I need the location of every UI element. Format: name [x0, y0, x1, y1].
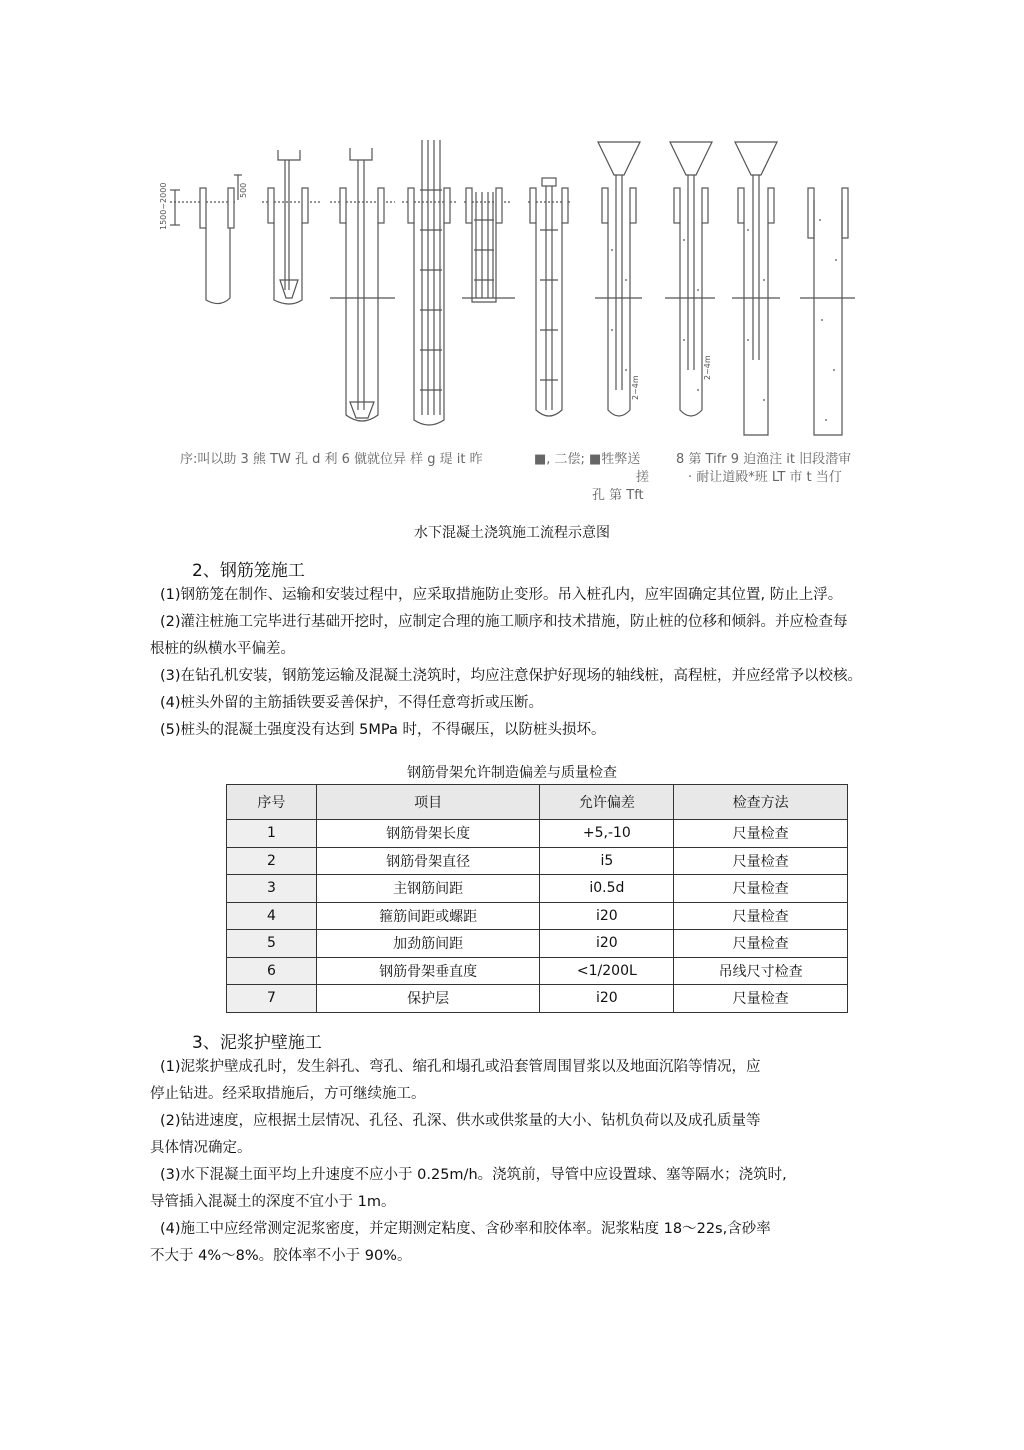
- section-3-body: [150, 1054, 930, 1270]
- cell-method: 尺量检查: [674, 902, 848, 930]
- header-item: 项目: [316, 785, 540, 820]
- figure-caption-row1-left: 序:叫以助 3 熊 TW 孔 d 利 6 僦就位异 样 g 瑅 it 昨: [180, 452, 483, 467]
- cell-index: 5: [227, 930, 317, 958]
- table-row: [227, 902, 848, 930]
- section-3-heading: 3、泥浆护壁施工: [192, 1033, 322, 1053]
- cell-method: 尺量检查: [674, 820, 848, 848]
- section-3-item-2: (2)钻进速度，应根据土层情况、孔径、孔深、供水或供浆量的大小、钻机负荷以及成孔质量等: [160, 1113, 761, 1129]
- cell-index: 1: [227, 820, 317, 848]
- section-2-body: [150, 582, 930, 744]
- process-diagram: [150, 130, 880, 450]
- dim-label-2-4m-a: 2~4m: [631, 375, 640, 400]
- cell-index: 6: [227, 957, 317, 985]
- cell-tolerance: +5,-10: [540, 820, 674, 848]
- cell-method: 尺量检查: [674, 847, 848, 875]
- dim-label-500: 500: [239, 182, 248, 198]
- cell-item: 钢筋骨架垂直度: [316, 957, 540, 985]
- section-3-item-1: (1)泥浆护壁成孔时，发生斜孔、弯孔、缩孔和塌孔或沿套管周围冒浆以及地面沉陷等情况，应: [160, 1059, 761, 1075]
- stage-5-cage-in-hole: [462, 188, 515, 302]
- cell-method: 尺量检查: [674, 985, 848, 1013]
- stage-7-pouring: [595, 142, 642, 416]
- section-3-item-1-cont: 停止钻进。经采取措施后，方可继续施工。: [150, 1086, 426, 1102]
- cell-tolerance: i20: [540, 985, 674, 1013]
- cell-item: 钢筋骨架长度: [316, 820, 540, 848]
- cell-method: 尺量检查: [674, 875, 848, 903]
- cell-tolerance: i20: [540, 902, 674, 930]
- table-row: [227, 957, 848, 985]
- figure-caption-row3-mid: 孔 第 Tft: [592, 488, 644, 503]
- dim-label-left: 1500~2000: [159, 182, 168, 230]
- section-2-item-1: (1)钢筋笼在制作、运输和安装过程中，应采取措施防止变形。吊入桩孔内，应牢固确定其位置, 防止上浮。: [160, 587, 843, 603]
- figure-caption-row2-mid: 搓: [636, 470, 650, 485]
- cell-item: 加劲筋间距: [316, 930, 540, 958]
- cell-tolerance: i0.5d: [540, 875, 674, 903]
- stage-6-tremie: [528, 178, 570, 416]
- table-row: [227, 847, 848, 875]
- figure-caption-row2-right: · 耐让道殿*班 LT 市 t 当仃: [688, 470, 842, 485]
- cell-item: 保护层: [316, 985, 540, 1013]
- tolerance-table: [226, 784, 848, 1013]
- section-2-item-5: (5)桩头的混凝土强度没有达到 5MPa 时，不得碾压，以防桩头损坏。: [160, 722, 606, 738]
- section-3-item-4: (4)施工中应经常测定泥浆密度，并定期测定粘度、含砂率和胶体率。泥浆粘度 18～22s,含砂率: [160, 1221, 771, 1237]
- cell-item: 钢筋骨架直径: [316, 847, 540, 875]
- dim-label-2-4m-b: 2~4m: [703, 355, 712, 380]
- table-row: [227, 875, 848, 903]
- section-2-item-4: (4)桩头外留的主筋插铁要妥善保护，不得任意弯折或压断。: [160, 695, 544, 711]
- table-header-row: [227, 785, 848, 820]
- section-2-item-3: (3)在钻孔机安装，钢筋笼运输及混凝土浇筑时，均应注意保护好现场的轴线桩，高程桩，并应经常予以校核。: [160, 668, 863, 684]
- stage-1-casing: [170, 188, 235, 304]
- stage-4-cage: [402, 140, 458, 425]
- figure-caption-row1-mid: ■, 二偿; ■牲弊送: [534, 452, 641, 467]
- cell-index: 7: [227, 985, 317, 1013]
- stage-3-cleaning: [330, 148, 395, 421]
- cell-tolerance: i20: [540, 930, 674, 958]
- table-row: [227, 985, 848, 1013]
- cell-tolerance: <1/200L: [540, 957, 674, 985]
- section-3-item-3-cont: 导管插入混凝土的深度不宜小于 1m。: [150, 1194, 396, 1210]
- cell-index: 3: [227, 875, 317, 903]
- cell-method: 尺量检查: [674, 930, 848, 958]
- table-row: [227, 820, 848, 848]
- cell-method: 吊线尺寸检查: [674, 957, 848, 985]
- header-tolerance: 允许偏差: [540, 785, 674, 820]
- table-title: 钢筋骨架允许制造偏差与质量检查: [407, 765, 617, 781]
- section-3-item-2-cont: 具体情况确定。: [150, 1140, 252, 1156]
- section-3-item-3: (3)水下混凝土面平均上升速度不应小于 0.25m/h。浇筑前，导管中应设置球、塞等隔水；浇筑时,: [160, 1167, 787, 1183]
- figure-caption-row1-right: 8 第 Tifr 9 迫渔注 it 旧段潜审: [676, 452, 852, 467]
- stage-2-drilling: [234, 150, 320, 304]
- stage-9-pouring-final: [732, 142, 780, 435]
- header-method: 检查方法: [674, 785, 848, 820]
- stage-10-completed: [800, 188, 855, 435]
- section-2-item-2-cont: 根桩的纵横水平偏差。: [150, 641, 295, 657]
- table-row: [227, 930, 848, 958]
- header-index: 序号: [227, 785, 317, 820]
- section-2-item-2: (2)灌注桩施工完毕进行基础开挖时，应制定合理的施工顺序和技术措施，防止桩的位移和倾斜。并应检查每: [160, 614, 848, 630]
- cell-item: 主钢筋间距: [316, 875, 540, 903]
- section-3-item-4-cont: 不大于 4%～8%。胶体率不小于 90%。: [150, 1248, 412, 1264]
- section-2-heading: 2、钢筋笼施工: [192, 561, 305, 581]
- cell-index: 4: [227, 902, 317, 930]
- cell-item: 箍筋间距或螺距: [316, 902, 540, 930]
- cell-index: 2: [227, 847, 317, 875]
- cell-tolerance: i5: [540, 847, 674, 875]
- figure-caption: 水下混凝土浇筑施工流程示意图: [414, 525, 610, 541]
